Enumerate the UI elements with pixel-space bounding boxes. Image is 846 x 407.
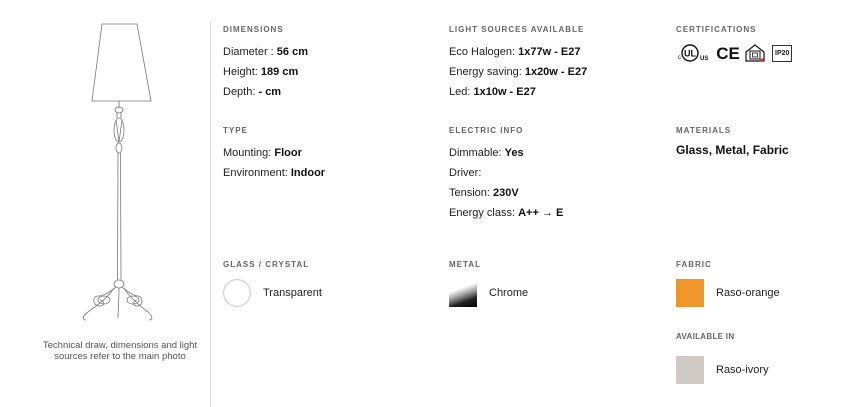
glass-section [223,260,309,269]
dimensions-title: DIMENSIONS [223,25,284,34]
certifications-section [676,25,757,34]
cul-us-icon [676,43,712,63]
metal-title: METAL [449,260,481,269]
transparent-label: Transparent [263,287,322,299]
energy-class-row [449,203,563,223]
mounting-value: Floor [274,147,302,159]
energy-class-value: A++ → E [518,207,564,219]
led-label: Led: [449,86,474,98]
energy-saving-value: 1x20w - E27 [524,66,588,78]
diameter-value: 56 cm [276,46,308,58]
tension-value: 230V [493,187,519,199]
mounting-row [223,143,325,163]
environment-label: Environment: [223,167,291,179]
metal-section [449,260,481,269]
type-title: TYPE [223,126,248,135]
driver-label: Driver: [449,167,482,179]
chrome-swatch[interactable] [449,279,477,307]
depth-row [223,82,308,102]
height-value: 189 cm [260,66,299,78]
environment-value: Indoor [290,167,326,179]
electric-info-title: ELECTRIC INFO [449,126,524,135]
drawing-caption: Technical draw, dimensions and light sources refer to the main photo [42,340,198,362]
energy-saving-row [449,62,587,82]
raso-orange-label: Raso-orange [716,287,780,299]
eco-halogen-value: 1x77w - E27 [518,46,581,58]
energy-class-label: Energy class: [449,207,519,219]
divider [210,22,211,407]
dimmable-row [449,143,563,163]
eco-halogen-label: Eco Halogen: [449,46,519,58]
diameter-label: Diameter : [223,46,277,58]
dimmable-value: Yes [504,147,524,159]
energy-saving-label: Energy saving: [449,66,525,78]
mounting-label: Mounting: [223,147,275,159]
chrome-label: Chrome [489,287,529,299]
certifications-title: CERTIFICATIONS [676,25,757,34]
depth-value: - cm [258,86,282,98]
electric-info-section [449,126,563,223]
class-ii-icon [744,43,766,63]
eco-halogen-row [449,42,587,62]
ce-icon [718,43,738,63]
fabric-option[interactable] [676,279,780,307]
driver-row [449,163,563,183]
depth-label: Depth: [223,86,259,98]
svg-text:US: US [700,56,709,62]
dimmable-label: Dimmable: [449,147,505,159]
light-sources-title: LIGHT SOURCES AVAILABLE [449,25,585,34]
raso-ivory-label: Raso-ivory [716,364,769,376]
certifications-icons [676,43,798,63]
diameter-row [223,42,308,62]
light-sources-section [449,25,587,102]
environment-row [223,163,325,183]
available-in-title: AVAILABLE IN [676,332,735,341]
led-row [449,82,587,102]
tension-row [449,183,563,203]
available-option[interactable] [676,356,769,384]
materials-title: MATERIALS [676,126,732,135]
glass-title: GLASS / CRYSTAL [223,260,310,269]
glass-option[interactable] [223,279,322,307]
type-section [223,126,325,183]
led-value: 1x10w - E27 [473,86,536,98]
available-in-section [676,332,734,341]
fabric-title: FABRIC [676,260,712,269]
fabric-section [676,260,712,269]
transparent-swatch[interactable] [223,279,251,307]
svg-text:c: c [678,55,681,61]
materials-section [676,126,789,157]
technical-drawing [0,0,210,407]
ip20-icon: IP20 [772,45,792,62]
height-row [223,62,308,82]
materials-value: Glass, Metal, Fabric [676,143,789,157]
dimensions-section [223,25,308,102]
height-label: Height: [223,66,261,78]
raso-ivory-swatch[interactable] [676,356,704,384]
svg-text:UL: UL [684,48,696,59]
raso-orange-swatch[interactable] [676,279,704,307]
metal-option[interactable] [449,279,528,307]
svg-text:CE: CE [716,44,740,63]
tension-label: Tension: [449,187,494,199]
